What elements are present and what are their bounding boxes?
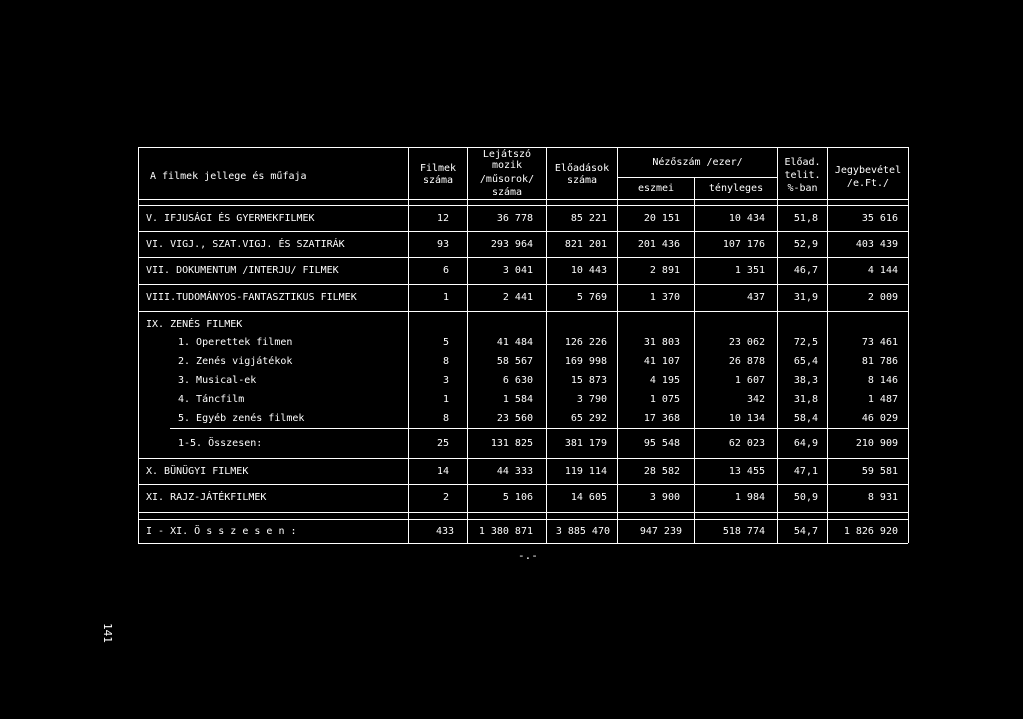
header-occupancy-2: telit. <box>784 170 821 181</box>
cell-revenue: 8 146 <box>867 375 898 386</box>
cell-screenings: 126 226 <box>564 337 607 348</box>
header-viewers: Nézőszám /ezer/ <box>652 157 743 168</box>
row-label: I - XI. Ö s s z e s e n : <box>146 526 297 537</box>
header-revenue-1: Jegybevétel <box>834 165 902 176</box>
cell-screenings: 3 790 <box>576 394 607 405</box>
header-double-border <box>138 205 908 206</box>
cell-revenue: 8 931 <box>867 492 898 503</box>
cell-screenings: 3 885 470 <box>555 526 610 537</box>
header-films-1: Filmek <box>419 163 457 174</box>
row-label: 1. Operettek filmen <box>178 337 293 348</box>
cell-programs: 44 333 <box>496 466 533 477</box>
cell-occupancy: 72,5 <box>793 337 818 348</box>
cell-films: 93 <box>436 239 449 250</box>
header-programs-1: Lejátszó <box>482 149 532 160</box>
cell-programs: 6 630 <box>502 375 533 386</box>
cell-occupancy: 50,9 <box>793 492 818 503</box>
cell-films: 1 <box>442 292 449 303</box>
table-bottom-border <box>138 512 908 513</box>
cell-ideal: 3 900 <box>649 492 680 503</box>
cell-revenue: 1 826 920 <box>843 526 898 537</box>
row-label: 4. Táncfilm <box>178 394 245 405</box>
cell-films: 12 <box>436 213 449 224</box>
row-label: XI. RAJZ-JÁTÉKFILMEK <box>146 492 267 503</box>
cell-occupancy: 65,4 <box>793 356 818 367</box>
cell-ideal: 4 195 <box>649 375 680 386</box>
cell-screenings: 119 114 <box>564 466 607 477</box>
row-label: 1-5. Összesen: <box>178 438 263 449</box>
cell-ideal: 17 368 <box>643 413 680 424</box>
cell-occupancy: 54,7 <box>793 526 818 537</box>
cell-programs: 23 560 <box>496 413 533 424</box>
header-programs-4: száma <box>491 187 523 198</box>
row-divider <box>138 458 908 459</box>
cell-films: 1 <box>442 394 449 405</box>
cell-revenue: 73 461 <box>861 337 898 348</box>
cell-programs: 2 441 <box>502 292 533 303</box>
cell-occupancy: 31,9 <box>793 292 818 303</box>
cell-screenings: 85 221 <box>570 213 607 224</box>
cell-films: 8 <box>442 356 449 367</box>
cell-ideal: 201 436 <box>637 239 680 250</box>
subtotal-divider <box>170 428 908 429</box>
cell-revenue: 59 581 <box>861 466 898 477</box>
cell-actual: 62 023 <box>728 438 765 449</box>
cell-ideal: 31 803 <box>643 337 680 348</box>
section-ix-title: IX. ZENÉS FILMEK <box>146 319 243 330</box>
cell-programs: 131 825 <box>490 438 533 449</box>
cell-actual: 518 774 <box>722 526 765 537</box>
cell-actual: 1 984 <box>734 492 765 503</box>
column-line <box>138 147 139 543</box>
cell-occupancy: 52,9 <box>793 239 818 250</box>
row-label: VII. DOKUMENTUM /INTERJU/ FILMEK <box>146 265 339 276</box>
cell-actual: 23 062 <box>728 337 765 348</box>
row-label: 2. Zenés vigjátékok <box>178 356 293 367</box>
cell-screenings: 821 201 <box>564 239 607 250</box>
cell-actual: 1 351 <box>734 265 765 276</box>
column-line <box>908 147 909 543</box>
cell-ideal: 1 370 <box>649 292 680 303</box>
cell-actual: 1 607 <box>734 375 765 386</box>
cell-programs: 3 041 <box>502 265 533 276</box>
cell-films: 3 <box>442 375 449 386</box>
cell-films: 2 <box>442 492 449 503</box>
header-occupancy-3: %-ban <box>787 183 818 194</box>
cell-revenue: 4 144 <box>867 265 898 276</box>
header-films-2: száma <box>422 175 454 186</box>
cell-revenue: 403 439 <box>855 239 898 250</box>
viewers-subheader-line <box>617 177 777 178</box>
header-revenue-2: /e.Ft./ <box>846 178 890 189</box>
header-viewers-actual: tényleges <box>708 183 764 194</box>
row-divider <box>138 257 908 258</box>
row-divider <box>138 284 908 285</box>
header-programs-2: mozik <box>491 160 523 171</box>
cell-actual: 13 455 <box>728 466 765 477</box>
row-label: 3. Musical-ek <box>178 375 257 386</box>
row-divider <box>138 484 908 485</box>
cell-actual: 26 878 <box>728 356 765 367</box>
row-divider <box>138 231 908 232</box>
cell-films: 25 <box>436 438 449 449</box>
cell-actual: 437 <box>746 292 765 303</box>
cell-programs: 293 964 <box>490 239 533 250</box>
total-top-border <box>138 519 908 520</box>
cell-screenings: 5 769 <box>576 292 607 303</box>
cell-occupancy: 64,9 <box>793 438 818 449</box>
header-viewers-ideal: eszmei <box>637 183 675 194</box>
cell-actual: 107 176 <box>722 239 765 250</box>
header-screenings-1: Előadások <box>554 163 610 174</box>
cell-occupancy: 47,1 <box>793 466 818 477</box>
table-top-border <box>138 147 908 148</box>
cell-occupancy: 51,8 <box>793 213 818 224</box>
cell-occupancy: 38,3 <box>793 375 818 386</box>
row-label: 5. Egyéb zenés filmek <box>178 413 305 424</box>
cell-screenings: 65 292 <box>570 413 607 424</box>
cell-programs: 41 484 <box>496 337 533 348</box>
cell-revenue: 1 487 <box>867 394 898 405</box>
cell-programs: 58 567 <box>496 356 533 367</box>
cell-revenue: 46 029 <box>861 413 898 424</box>
header-category: A filmek jellege és műfaja <box>150 171 307 182</box>
cell-screenings: 10 443 <box>570 265 607 276</box>
header-programs-3: /műsorok/ <box>479 174 535 185</box>
row-divider <box>138 311 908 312</box>
row-label: VIII.TUDOMÁNYOS-FANTASZTIKUS FILMEK <box>146 292 357 303</box>
cell-screenings: 381 179 <box>564 438 607 449</box>
cell-films: 433 <box>435 526 454 537</box>
cell-programs: 1 380 871 <box>478 526 533 537</box>
cell-screenings: 14 605 <box>570 492 607 503</box>
cell-programs: 1 584 <box>502 394 533 405</box>
cell-screenings: 169 998 <box>564 356 607 367</box>
row-label: V. IFJUSÁGI ÉS GYERMEKFILMEK <box>146 213 315 224</box>
end-mark: -.- <box>518 549 538 562</box>
cell-ideal: 28 582 <box>643 466 680 477</box>
cell-actual: 10 434 <box>728 213 765 224</box>
header-bottom-border <box>138 199 908 200</box>
cell-films: 6 <box>442 265 449 276</box>
cell-ideal: 2 891 <box>649 265 680 276</box>
cell-occupancy: 46,7 <box>793 265 818 276</box>
header-screenings-2: száma <box>566 175 598 186</box>
cell-screenings: 15 873 <box>570 375 607 386</box>
cell-revenue: 35 616 <box>861 213 898 224</box>
cell-films: 8 <box>442 413 449 424</box>
cell-ideal: 20 151 <box>643 213 680 224</box>
row-label: VI. VIGJ., SZAT.VIGJ. ÉS SZATIRÁK <box>146 239 345 250</box>
page-number: 141 <box>101 623 114 643</box>
cell-occupancy: 31,8 <box>793 394 818 405</box>
header-occupancy-1: Előad. <box>784 157 821 168</box>
cell-films: 14 <box>436 466 449 477</box>
cell-programs: 5 106 <box>502 492 533 503</box>
row-label: X. BÜNÜGYI FILMEK <box>146 466 249 477</box>
cell-actual: 10 134 <box>728 413 765 424</box>
cell-actual: 342 <box>746 394 765 405</box>
cell-revenue: 81 786 <box>861 356 898 367</box>
cell-ideal: 41 107 <box>643 356 680 367</box>
cell-revenue: 210 909 <box>855 438 898 449</box>
cell-revenue: 2 009 <box>867 292 898 303</box>
cell-ideal: 947 239 <box>639 526 682 537</box>
cell-programs: 36 778 <box>496 213 533 224</box>
cell-films: 5 <box>442 337 449 348</box>
total-bottom-border <box>138 543 908 544</box>
cell-ideal: 1 075 <box>649 394 680 405</box>
cell-ideal: 95 548 <box>643 438 680 449</box>
cell-occupancy: 58,4 <box>793 413 818 424</box>
